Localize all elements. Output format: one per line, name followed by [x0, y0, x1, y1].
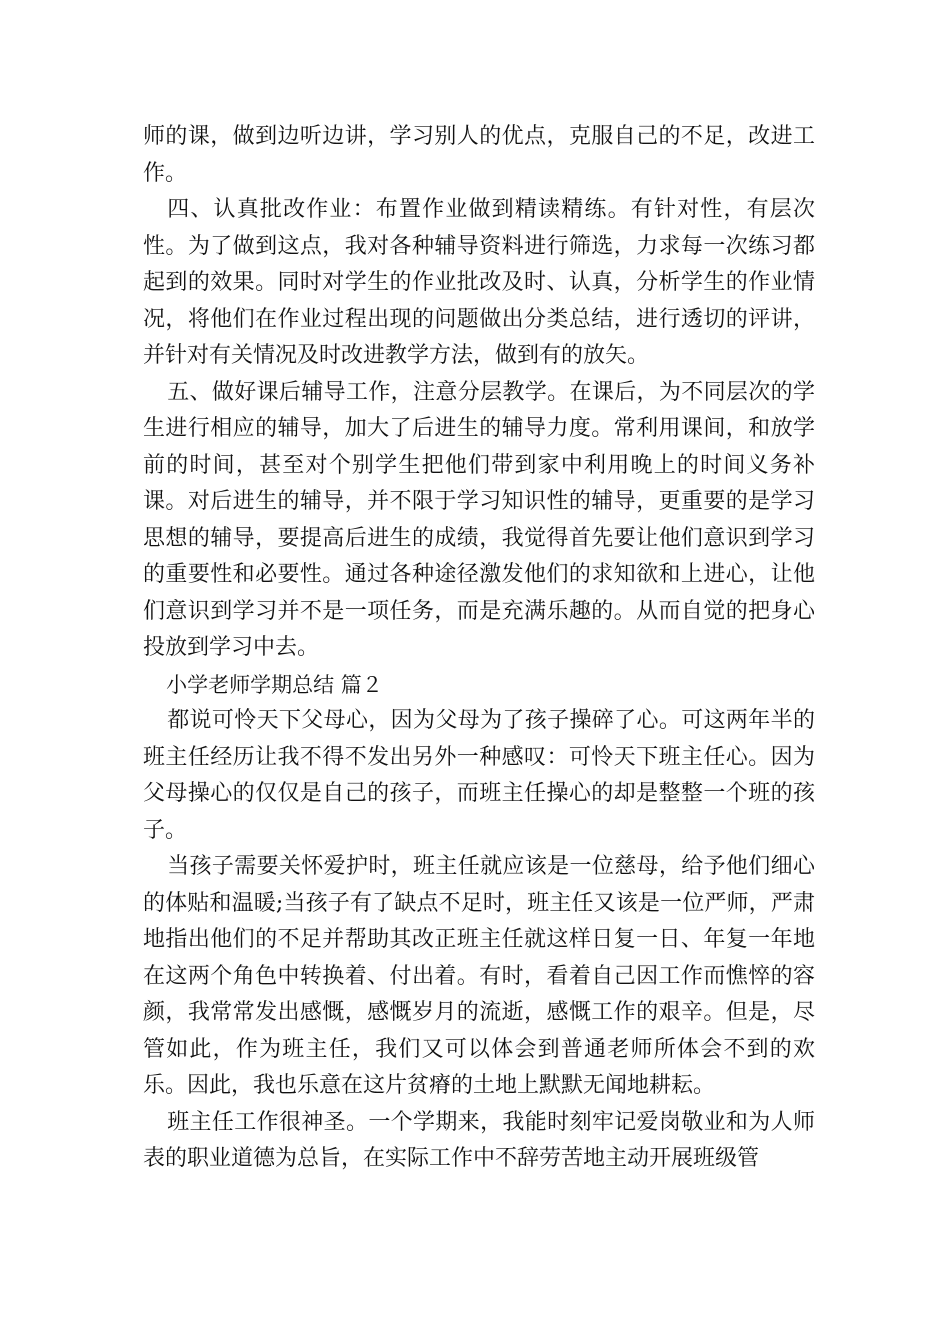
paragraph-continuation: 师的课，做到边听边讲，学习别人的优点，克服自己的不足，改进工作。	[143, 124, 815, 186]
paragraph-intro: 都说可怜天下父母心，因为父母为了孩子操碎了心。可这两年半的班主任经历让我不得不发出另外一种感叹：可怜天下班主任心。因为父母操心的仅仅是自己的孩子，而班主任操心的却是整整一个班的孩子。	[143, 708, 815, 843]
paragraph-sacred: 班主任工作很神圣。一个学期来，我能时刻牢记爱岗敬业和为人师表的职业道德为总旨，在实际工作中不辞劳苦地主动开展班级管	[143, 1109, 815, 1171]
paragraph-homework: 四、认真批改作业：布置作业做到精读精练。有针对性，有层次性。为了做到这点，我对各种辅导资料进行筛选，力求每一次练习都起到的效果。同时对学生的作业批改及时、认真，分析学生的作业情况，将他们在作业过程出现的问题做出分类总结，进行透切的评讲，并针对有关情况及时改进教学方法，做到有的放矢。	[143, 197, 815, 368]
paragraph-roles: 当孩子需要关怀爱护时，班主任就应该是一位慈母，给予他们细心的体贴和温暖;当孩子有了缺点不足时，班主任又该是一位严师，严肃地指出他们的不足并帮助其改正班主任就这样日复一日、年复一年地在这两个角色中转换着、付出着。有时，看着自己因工作而憔悴的容颜，我常常发出感慨，感慨岁月的流逝，感慨工作的艰辛。但是，尽管如此，作为班主任，我们又可以体会到普通老师所体会不到的欢乐。因此，我也乐意在这片贫瘠的土地上默默无闻地耕耘。	[143, 854, 815, 1098]
section-heading: 小学老师学期总结 篇２	[166, 672, 383, 697]
document-body	[143, 119, 815, 1178]
paragraph-tutoring: 五、做好课后辅导工作，注意分层教学。在课后，为不同层次的学生进行相应的辅导，加大了后进生的辅导力度。常利用课间，和放学前的时间，甚至对个别学生把他们带到家中利用晚上的时间义务补课。对后进生的辅导，并不限于学习知识性的辅导，更重要的是学习思想的辅导，要提高后进生的成绩，我觉得首先要让他们意识到学习的重要性和必要性。通过各种途径激发他们的求知欲和上进心，让他们意识到学习并不是一项任务，而是充满乐趣的。从而自觉的把身心投放到学习中去。	[143, 379, 815, 660]
